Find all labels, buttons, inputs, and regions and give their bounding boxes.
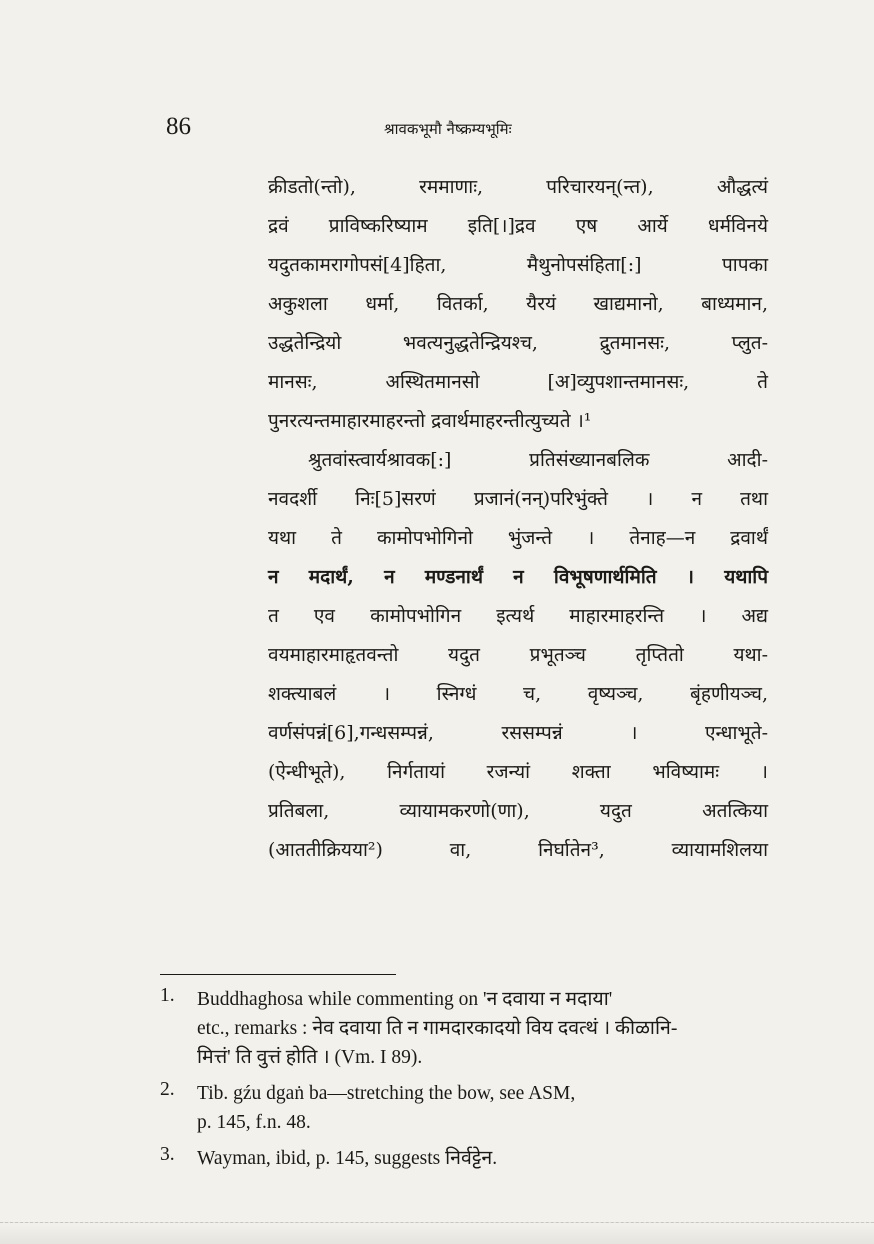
text-line: यदुतकामरागोपसं[4]हिता, मैथुनोपसंहिता[:] पापका: [268, 254, 768, 276]
text-line: अकुशला धर्मा, वितर्का, यैरयं खाद्यमानो, बाध्यमान,: [268, 293, 768, 315]
text-line: त एव कामोपभोगिन इत्यर्थ माहारमाहरन्ति । अद्य: [268, 605, 768, 627]
text-line: श्रुतवांस्त्वार्यश्रावक[:] प्रतिसंख्यानबलिक आदी-: [308, 449, 768, 471]
footnote-divider: [160, 974, 396, 975]
footnote-number: 1.: [160, 985, 175, 1006]
footnote-line: etc., remarks : नेव दवाया ति न गामदारकादयो विय दवत्थं । कीळानि-: [197, 1018, 678, 1039]
text-line: शक्त्याबलं । स्निग्धं च, वृष्यञ्च, बृंहणीयञ्च,: [268, 683, 768, 705]
footnote-line: Wayman, ibid, p. 145, suggests निर्वट्टेन.: [197, 1148, 498, 1169]
running-head: श्रावकभूमौ नैष्क्रम्यभूमिः: [384, 120, 512, 138]
text-line: पुनरत्यन्तमाहारमाहरन्तो द्रवार्थमाहरन्तीत्युच्यते ।¹: [268, 410, 592, 432]
footnote-line: Buddhaghosa while commenting on 'न दवाया न मदाया': [197, 989, 613, 1010]
scan-bottom-edge: [0, 1222, 874, 1244]
text-line: वर्णसंपन्नं[6],गन्धसम्पन्नं, रससम्पन्नं । एन्धाभूते-: [268, 722, 768, 744]
text-line: वयमाहारमाहृतवन्तो यदुत प्रभूतञ्च तृप्तितो यथा-: [268, 644, 768, 666]
footnote-1: [160, 985, 720, 1072]
text-line: (ऐन्धीभूते), निर्गतायां रजन्यां शक्ता भविष्यामः ।: [268, 761, 768, 783]
footnote-2: [160, 1079, 720, 1137]
text-line: क्रीडतो(न्तो), रममाणाः, परिचारयन्(न्त), औद्धत्यं: [268, 176, 768, 198]
text-line: यथा ते कामोपभोगिनो भुंजन्ते । तेनाह—न द्रवार्थं: [268, 527, 768, 549]
text-line: न मदार्थं, न मण्डनार्थं न विभूषणार्थमिति । यथापि: [268, 566, 768, 588]
text-line: प्रतिबला, व्यायामकरणो(णा), यदुत अतत्किया: [268, 800, 768, 822]
footnotes: [160, 985, 720, 1180]
text-line: द्रवं प्राविष्करिष्याम इति[।]द्रव एष आर्ये धर्मविनये: [268, 215, 768, 237]
main-text: [268, 168, 768, 870]
page-number: 86: [166, 113, 191, 140]
footnote-number: 3.: [160, 1144, 175, 1165]
footnote-3: [160, 1144, 720, 1173]
text-line: मानसः, अस्थितमानसो [अ]व्युपशान्तमानसः, ते: [268, 371, 768, 393]
text-line: उद्धतेन्द्रियो भवत्यनुद्धतेन्द्रियश्च, द्रुतमानसः, प्लुत-: [268, 332, 768, 354]
footnote-number: 2.: [160, 1079, 175, 1100]
text-line: नवदर्शी निः[5]सरणं प्रजानं(नन्)परिभुंक्ते । न तथा: [268, 488, 768, 510]
footnote-line: मित्तं' ति वुत्तं होति । (Vm. I 89).: [197, 1047, 423, 1068]
footnote-line: Tib. gźu dgaṅ ba—stretching the bow, see ASM,: [197, 1083, 576, 1104]
footnote-line: p. 145, f.n. 48.: [197, 1112, 311, 1133]
text-line: (आततीक्रियया²) वा, निर्घातेन³, व्यायामशिलया: [268, 839, 768, 861]
